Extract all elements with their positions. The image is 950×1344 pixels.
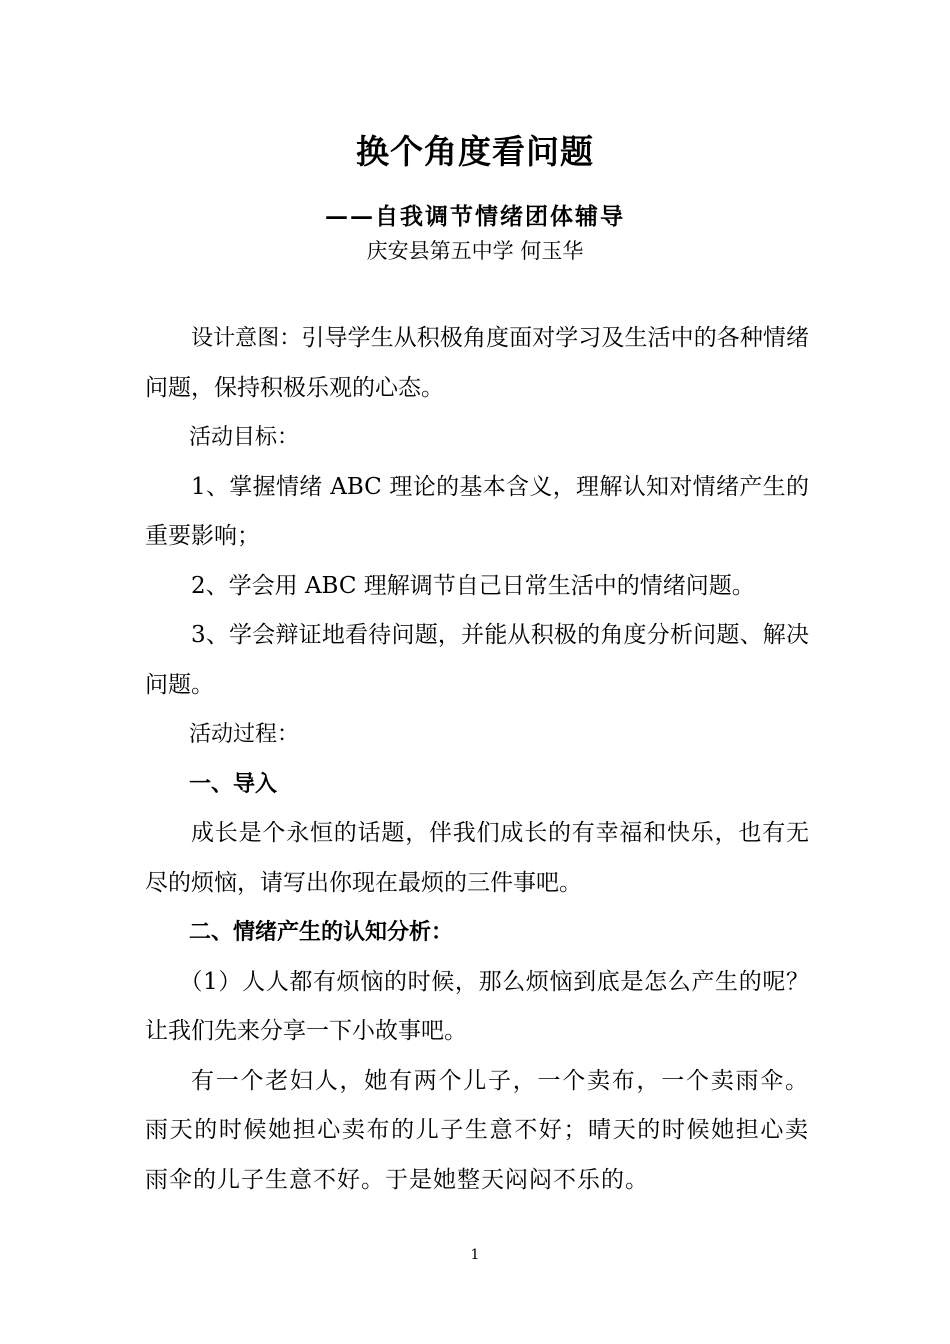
document-author: 庆安县第五中学 何玉华: [366, 239, 584, 263]
goal-item-3: 3、学会辩证地看待问题，并能从积极的角度分析问题、解决问题。: [145, 622, 809, 698]
section-2-text: （1）人人都有烦恼的时候，那么烦恼到底是怎么产生的呢？让我们先来分享一下小故事吧。: [145, 968, 809, 1044]
document-body: [145, 314, 809, 1205]
goals-heading: 活动目标：: [189, 425, 300, 450]
document-subtitle: ——自我调节情绪团体辅导: [325, 203, 625, 230]
goal-item-2: 2、学会用 ABC 理解调节自己日常生活中的情绪问题。: [191, 572, 755, 599]
process-heading: 活动过程：: [189, 722, 300, 747]
design-paragraph: [145, 314, 809, 413]
section-2-heading: 二、情绪产生的认知分析：: [189, 920, 454, 945]
section-1-heading: 一、导入: [189, 771, 278, 797]
document-title: 换个角度看问题: [356, 132, 594, 171]
design-text: 引导学生从积极角度面对学习及生活中的各种情绪问题，保持积极乐观的心态。: [145, 325, 809, 401]
goal-item-1: 1、掌握情绪 ABC 理论的基本含义，理解认知对情绪产生的重要影响；: [145, 473, 809, 549]
section-1-text: 成长是个永恒的话题，伴我们成长的有幸福和快乐，也有无尽的烦恼，请写出你现在最烦的三件事吧。: [145, 820, 809, 896]
design-label: 设计意图：: [191, 326, 302, 351]
page-number: 1: [470, 1247, 480, 1263]
story-paragraph: 有一个老妇人，她有两个儿子，一个卖布，一个卖雨伞。雨天的时候她担心卖布的儿子生意不好；晴天的时候她担心卖雨伞的儿子生意不好。于是她整天闷闷不乐的。: [145, 1067, 809, 1193]
